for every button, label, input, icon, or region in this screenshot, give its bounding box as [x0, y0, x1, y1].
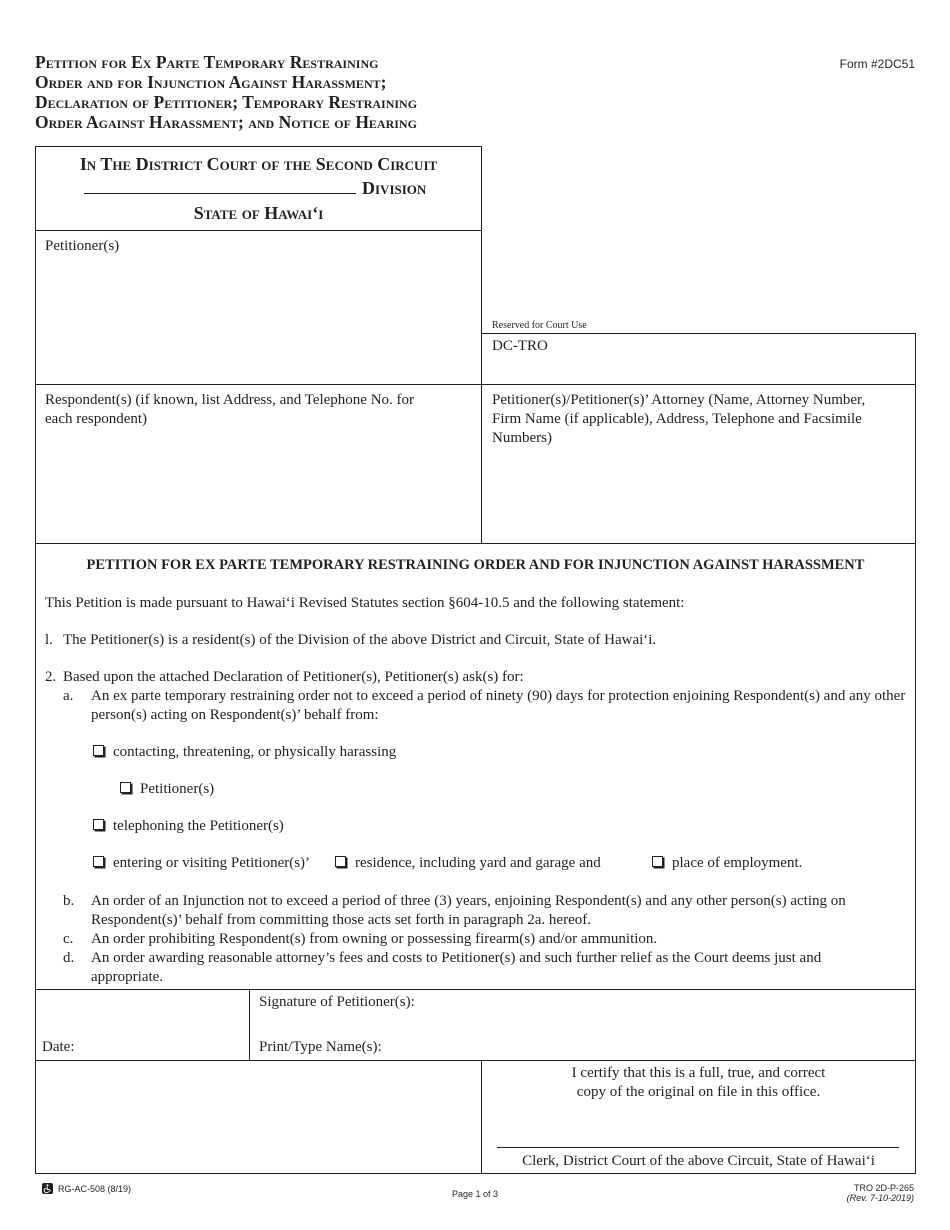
checkbox[interactable]: [93, 745, 104, 756]
item-1-text: The Petitioner(s) is a resident(s) of the Division of the above District and Circuit, State of Hawai‘i.: [63, 632, 657, 648]
footer-revision: (Rev. 7-10-2019): [846, 1193, 914, 1203]
footer-form-code: RG-AC-508 (8/19): [58, 1183, 132, 1194]
clerk-label: Clerk, District Court of the above Circuit, State of Hawai‘i: [522, 1153, 875, 1169]
item-2a-text: An ex parte temporary restraining order not to exceed a period of ninety (90) days for protection enjoining Respondent(s) and any other person(s) acting on Respondent(s)’ behalf from:: [91, 688, 906, 723]
form-title-line: Declaration of Petitioner; Temporary Restraining: [35, 92, 418, 112]
division-blank[interactable]: [84, 193, 356, 194]
checkbox-label: entering or visiting Petitioner(s)’: [113, 855, 311, 871]
checkbox[interactable]: [93, 856, 104, 867]
division-label: Division: [362, 178, 427, 198]
checkbox[interactable]: [93, 819, 104, 830]
case-number-prefix: DC-TRO: [492, 338, 548, 354]
checkbox-telephoning-row[interactable]: [93, 817, 284, 836]
checkbox-label: place of employment.: [672, 855, 803, 871]
checkbox[interactable]: [652, 856, 663, 867]
date-box[interactable]: [35, 989, 250, 1061]
checkbox[interactable]: [335, 856, 346, 867]
item-2b-letter: b.: [63, 893, 75, 909]
reserved-label: Reserved for Court Use: [492, 320, 587, 331]
item-2-text: Based upon the attached Declaration of Petitioner(s), Petitioner(s) ask(s) for:: [63, 669, 524, 685]
item-2a-letter: a.: [63, 688, 74, 704]
petition-heading: PETITION FOR EX PARTE TEMPORARY RESTRAINING ORDER AND FOR INJUNCTION AGAINST HARASSMENT: [86, 557, 865, 573]
court-stamp-box: [35, 1060, 482, 1174]
respondent-label: Respondent(s) (if known, list Address, and Telephone No. for each respondent): [45, 392, 415, 427]
item-2c-text: An order prohibiting Respondent(s) from owning or possessing firearm(s) and/or ammunition.: [91, 931, 658, 947]
checkbox-entering-row[interactable]: [93, 854, 310, 873]
footer-right: [847, 1183, 914, 1203]
signature-box[interactable]: [249, 989, 916, 1061]
checkbox-label: residence, including yard and garage and: [355, 855, 601, 871]
item-2d-text: An order awarding reasonable attorney’s fees and costs to Petitioner(s) and such further relief as the Court deems just and appropriate.: [91, 950, 822, 985]
form-title-line: Petition for Ex Parte Temporary Restraining: [35, 52, 379, 72]
item-1-number: l.: [45, 632, 53, 648]
form-title-line: Order Against Harassment; and Notice of Hearing: [35, 112, 417, 132]
form-title: [35, 52, 505, 132]
checkbox-contacting-row[interactable]: [93, 743, 396, 762]
court-name: In The District Court of the Second Circuit: [79, 154, 438, 174]
checkbox-petitioners-row[interactable]: [120, 780, 214, 799]
checkbox-employment-row[interactable]: [652, 854, 802, 873]
item-2b-text: An order of an Injunction not to exceed a period of three (3) years, enjoining Respondent(s) and any other person(s) acting on Respondent(s)’ behalf from committing those acts set forth in paragraph 2a. hereof.: [91, 893, 846, 928]
state-name: State of Hawai‘i: [193, 203, 324, 223]
petitioner-box[interactable]: [35, 230, 482, 385]
footer-tro-code: TRO 2D-P-265: [853, 1183, 914, 1193]
court-use-box: [481, 333, 916, 385]
attorney-label: Petitioner(s)/Petitioner(s)’ Attorney (Name, Attorney Number, Firm Name (if applicable), Address, Telephone and Facsimile Numbers): [492, 392, 866, 446]
form-title-line: Order and for Injunction Against Harassment;: [35, 72, 387, 92]
date-label: Date:: [42, 1039, 75, 1055]
petitioner-label: Petitioner(s): [45, 238, 120, 254]
checkbox-residence-row[interactable]: [335, 854, 601, 873]
checkbox[interactable]: [120, 782, 131, 793]
attorney-box[interactable]: [481, 384, 916, 544]
form-number: Form #2DC51: [839, 57, 915, 71]
checkbox-label: Petitioner(s): [140, 781, 215, 797]
item-2c-letter: c.: [63, 931, 74, 947]
print-name-label: Print/Type Name(s):: [259, 1039, 382, 1055]
item-2d-letter: d.: [63, 950, 75, 966]
court-caption: [35, 146, 482, 231]
petition-intro: This Petition is made pursuant to Hawai‘i Revised Statutes section §604-10.5 and the following statement:: [45, 595, 685, 611]
checkbox-label: telephoning the Petitioner(s): [113, 818, 284, 834]
signature-label: Signature of Petitioner(s):: [259, 994, 415, 1010]
petition-section: [35, 543, 916, 990]
certification-box: [481, 1060, 916, 1174]
item-2-number: 2.: [45, 669, 57, 685]
checkbox-label: contacting, threatening, or physically harassing: [113, 744, 397, 760]
clerk-signature-line[interactable]: [497, 1147, 899, 1148]
certify-line-2: copy of the original on file in this office.: [576, 1084, 821, 1100]
certify-line-1: I certify that this is a full, true, and correct: [571, 1065, 826, 1081]
page-number: Page 1 of 3: [451, 1189, 499, 1199]
respondent-box[interactable]: [35, 384, 482, 544]
